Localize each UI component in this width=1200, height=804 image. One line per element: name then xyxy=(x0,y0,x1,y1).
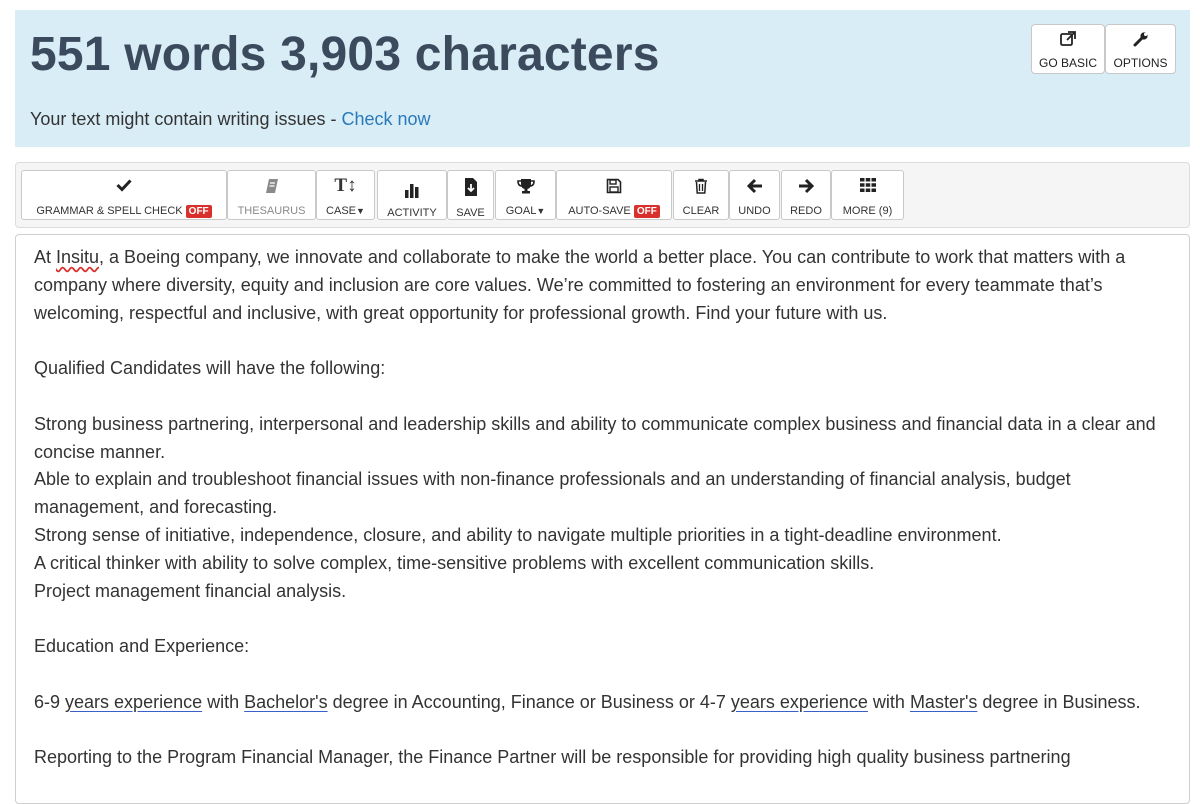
undo-label: UNDO xyxy=(738,205,771,217)
redo-button[interactable] xyxy=(781,170,831,220)
external-link-icon xyxy=(1032,30,1104,52)
grammar-flag[interactable]: Bachelor's xyxy=(244,691,328,712)
page-title: 551 words 3,903 characters xyxy=(30,28,660,81)
redo-label: REDO xyxy=(790,205,822,217)
goal-caret-icon: ▼ xyxy=(536,206,546,216)
header-panel xyxy=(15,10,1190,147)
save-button[interactable] xyxy=(447,170,494,220)
auto-save-button[interactable] xyxy=(556,170,672,220)
clear-button[interactable] xyxy=(673,170,729,220)
grammar-flag[interactable]: Master's xyxy=(909,691,978,712)
qualification-line: Project management financial analysis. xyxy=(34,580,347,601)
auto-save-off-badge: OFF xyxy=(634,205,660,218)
text-editor[interactable] xyxy=(15,234,1190,804)
grammar-label: GRAMMAR & SPELL CHECK xyxy=(36,205,183,217)
qualification-line: A critical thinker with ability to solve complex, time-sensitive problems with excellent communication skills. xyxy=(34,552,875,573)
floppy-disk-icon xyxy=(557,178,671,198)
editor-content[interactable] xyxy=(34,244,1174,800)
grammar-flag[interactable]: years experience xyxy=(730,691,868,712)
trophy-icon xyxy=(496,178,555,198)
thesaurus-label: THESAURUS xyxy=(237,205,306,217)
wrench-icon xyxy=(1106,30,1175,52)
paragraph-intro: At Insitu, a Boeing company, we innovate and collaborate to make the world a better place. You can contribute to work that matters with a company where diversity, equity and inclusion are core values. We’re committed to fostering an environment for every teammate that’s welcoming, respectful and inclusive, with great opportunity for professional growth. Find your future with us. xyxy=(34,247,1126,323)
editor-toolbar xyxy=(15,162,1190,228)
options-button[interactable] xyxy=(1105,24,1176,74)
qualification-line: Able to explain and troubleshoot financial issues with non-finance professionals and an understanding of financial analysis, budget management, and forecasting. xyxy=(34,469,1071,518)
trash-icon xyxy=(674,178,728,198)
paragraph-experience: 6-9 years experience with Bachelor's degree in Accounting, Finance or Business or 4-7 years experience with Master's degree in Business. xyxy=(34,691,1141,712)
grid-icon xyxy=(832,178,903,198)
clear-label: CLEAR xyxy=(682,205,720,217)
go-basic-label: GO BASIC xyxy=(1038,56,1097,70)
text-case-icon: T↕ xyxy=(334,175,357,196)
activity-label: ACTIVITY xyxy=(387,207,437,219)
paragraph-reporting: Reporting to the Program Financial Manager, the Finance Partner will be responsible for providing high quality business partnering xyxy=(34,747,1071,768)
issues-text: Your text might contain writing issues - xyxy=(30,109,342,129)
book-icon xyxy=(228,178,315,198)
checkmark-icon xyxy=(22,178,226,198)
more-button[interactable] xyxy=(831,170,904,220)
grammar-spell-check-button[interactable] xyxy=(21,170,227,220)
options-label: OPTIONS xyxy=(1113,56,1168,70)
case-caret-icon: ▼ xyxy=(356,206,365,216)
arrow-left-icon xyxy=(730,178,779,198)
go-basic-button[interactable] xyxy=(1031,24,1105,74)
file-save-icon xyxy=(448,177,493,197)
bar-chart-icon xyxy=(378,181,446,201)
qualification-line: Strong business partnering, interpersonal and leadership skills and ability to communicate complex business and financial data in a clear and concise manner. xyxy=(34,413,1156,462)
thesaurus-button[interactable] xyxy=(227,170,316,220)
grammar-flag[interactable]: years experience xyxy=(65,691,203,712)
save-label: SAVE xyxy=(456,207,485,219)
qualification-line: Strong sense of initiative, independence, closure, and ability to navigate multiple priorities in a tight-deadline environment. xyxy=(34,524,1002,545)
spelling-flag[interactable]: Insitu xyxy=(56,247,100,267)
auto-save-label: AUTO-SAVE xyxy=(568,205,631,217)
issues-message xyxy=(30,109,431,130)
arrow-right-icon xyxy=(782,178,830,198)
paragraph-education-heading: Education and Experience: xyxy=(34,636,250,657)
more-label: MORE (9) xyxy=(842,205,893,217)
check-now-link[interactable]: Check now xyxy=(341,109,431,129)
activity-button[interactable] xyxy=(377,170,447,220)
case-button[interactable] xyxy=(316,170,375,220)
paragraph-qualified-heading: Qualified Candidates will have the following: xyxy=(34,358,386,379)
goal-button[interactable] xyxy=(495,170,556,220)
goal-label: GOAL xyxy=(505,205,537,217)
grammar-off-badge: OFF xyxy=(186,205,212,218)
case-label: CASE xyxy=(326,205,357,217)
undo-button[interactable] xyxy=(729,170,780,220)
